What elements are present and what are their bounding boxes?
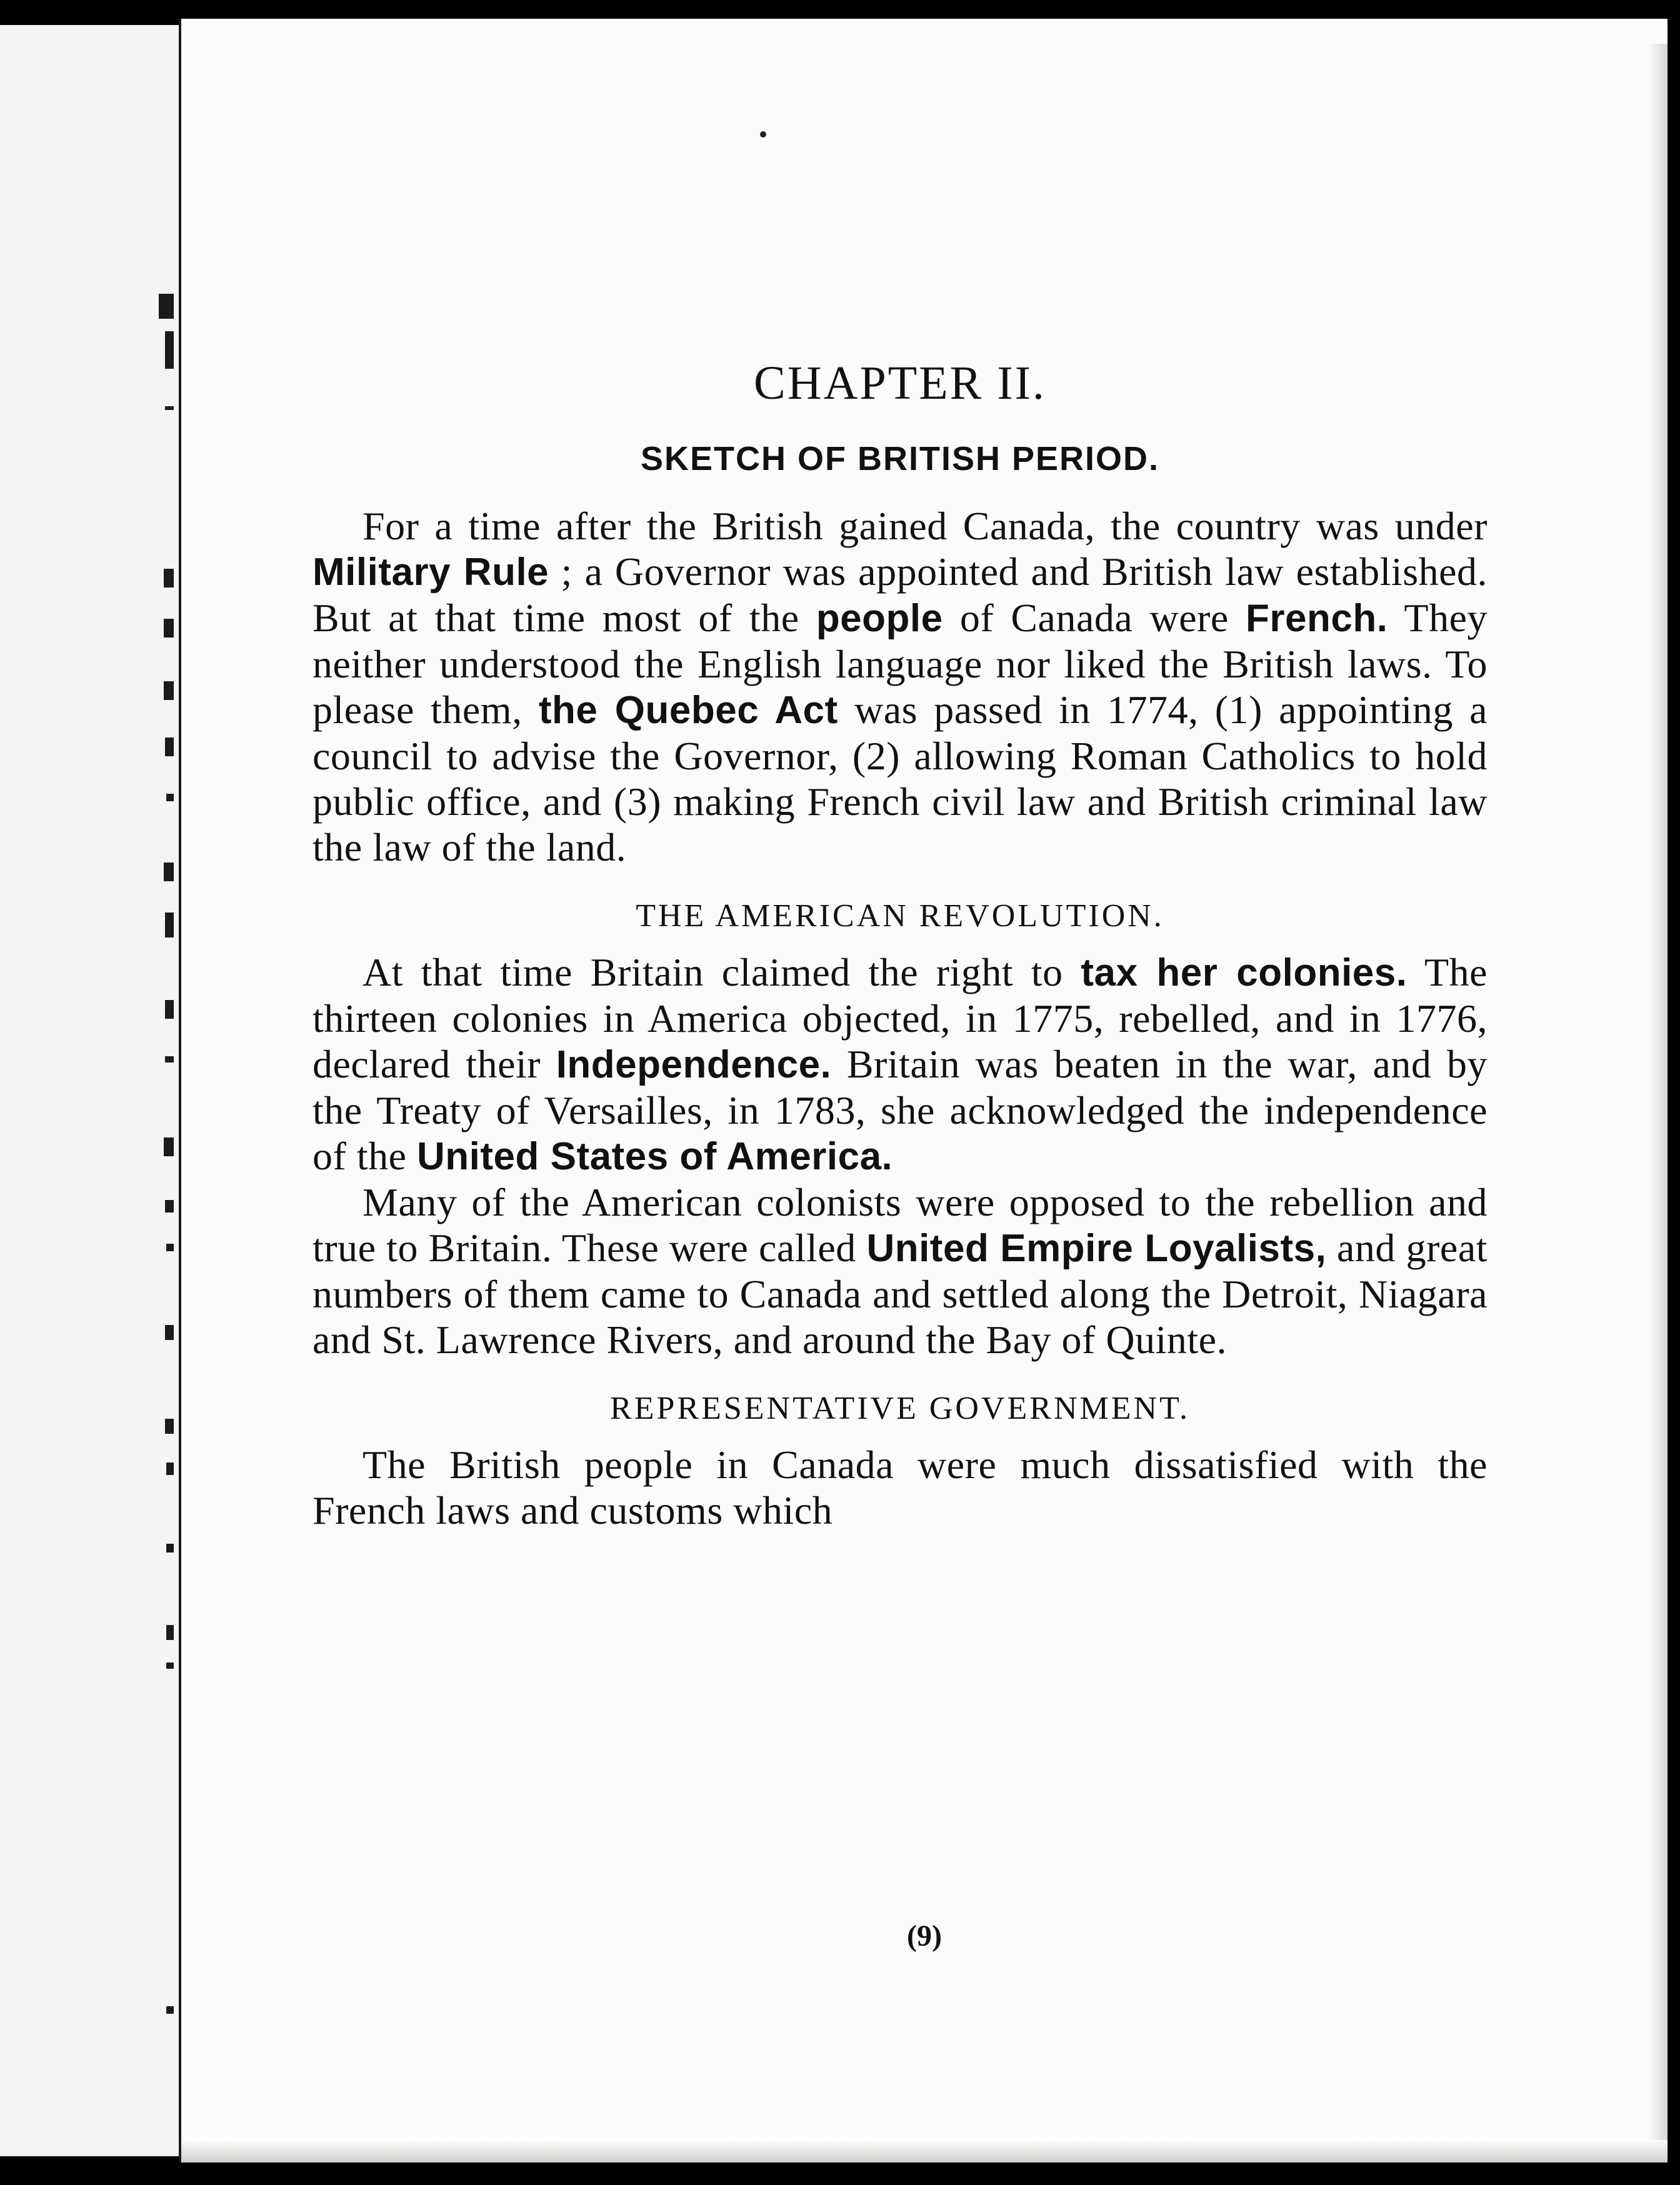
- body-paragraph: [312, 503, 1488, 870]
- emphasized-text: United Empire Loyalists,: [866, 1227, 1327, 1270]
- text-run: ; a Governor was appointed and British law established. But at that time most of the: [312, 549, 1488, 640]
- section-body-1: [312, 503, 1488, 870]
- emphasized-text: people: [816, 597, 943, 640]
- text-run: For a time after the British gained Canada, the country was under: [362, 504, 1488, 548]
- text-run: Many of the American colonists were opposed to the rebellion and true to Britain. These were called: [312, 1180, 1488, 1270]
- body-paragraph: [312, 949, 1488, 1179]
- text-run: was passed in 1774, (1) appointing a council to advise the Governor, (2) allowing Roman Catholics to hold public office, and (3) making French civil law and British criminal law the law of the land.: [312, 688, 1488, 869]
- page-content: [312, 356, 1488, 1533]
- emphasized-text: Military Rule: [312, 551, 549, 594]
- section-body-2: [312, 949, 1488, 1362]
- section-title: SKETCH OF BRITISH PERIOD.: [640, 440, 1160, 478]
- page-edge-shadow: [1648, 44, 1668, 2156]
- body-paragraph: [312, 1179, 1488, 1362]
- text-run: The thirteen colonies in America objected, in 1775, rebelled, and in 1776, declared their: [312, 950, 1488, 1086]
- text-run: of Canada were: [942, 596, 1246, 640]
- emphasized-text: Independence.: [556, 1043, 832, 1086]
- text-run: At that time Britain claimed the right to: [362, 950, 1081, 994]
- emphasized-text: the Quebec Act: [538, 689, 838, 732]
- emphasized-text: French.: [1246, 597, 1388, 640]
- subhead-american-revolution: THE AMERICAN REVOLUTION.: [636, 898, 1164, 934]
- subhead-representative-government: REPRESENTATIVE GOVERNMENT.: [610, 1391, 1190, 1426]
- section-body-3: [312, 1442, 1488, 1533]
- page-bottom-edge: [181, 2140, 1668, 2162]
- facing-page-edge: [0, 25, 181, 2156]
- chapter-title: CHAPTER II.: [754, 357, 1046, 409]
- text-run: They neither understood the English language nor liked the British laws. To please them,: [312, 596, 1488, 732]
- text-run: and great numbers of them came to Canada and settled along the Detroit, Niagara and St. Lawrence Rivers, and around the Bay of Quinte.: [312, 1226, 1488, 1362]
- page-number: (9): [907, 1919, 942, 1952]
- text-run: Britain was beaten in the war, and by the Treaty of Versailles, in 1783, she acknowledged the independence of the: [312, 1042, 1488, 1178]
- body-paragraph: [312, 1442, 1488, 1533]
- ink-speck: [760, 131, 766, 138]
- emphasized-text: United States of America.: [417, 1135, 893, 1178]
- text-run: The British people in Canada were much dissatisfied with the French laws and customs which: [312, 1442, 1488, 1532]
- book-page: [179, 19, 1668, 2162]
- emphasized-text: tax her colonies.: [1081, 951, 1408, 994]
